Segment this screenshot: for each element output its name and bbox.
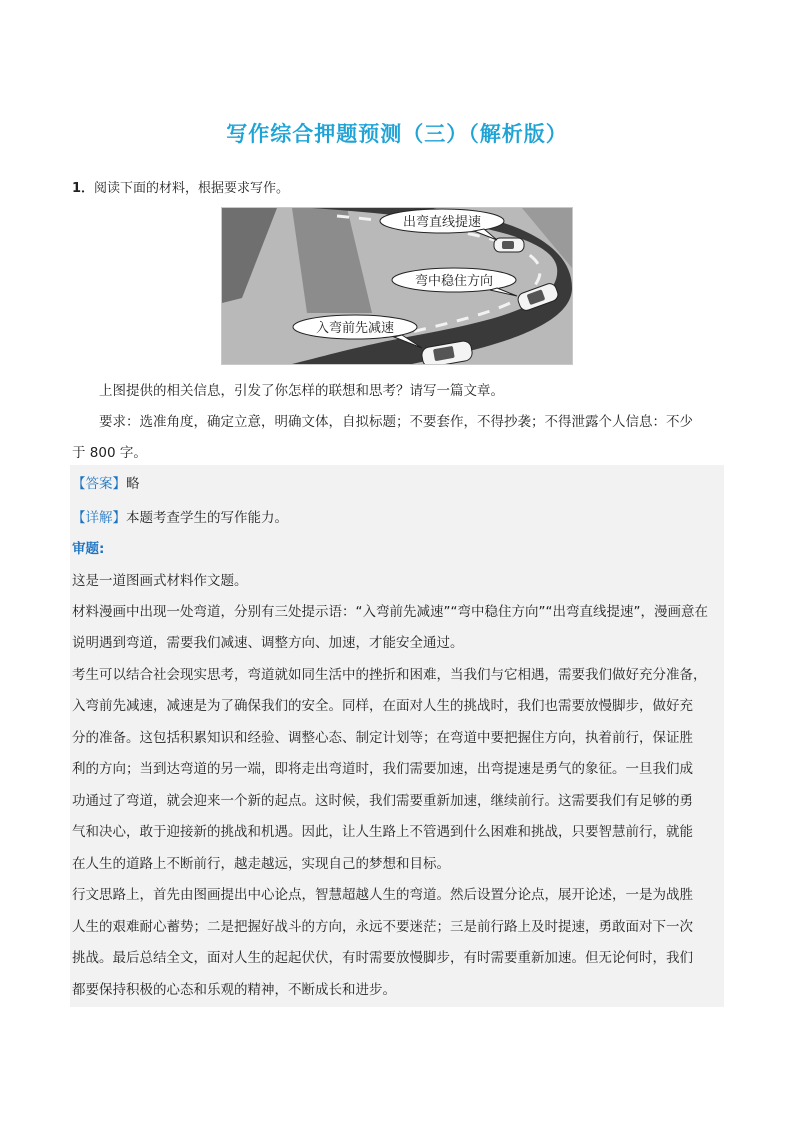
analysis-line: 功通过了弯道，就会迎来一个新的起点。这时候，我们需要重新加速，继续前行。这需要我们有足够的勇 [72, 793, 693, 809]
task-requirement-line2: 于 800 字。 [72, 445, 147, 461]
analysis-line: 都要保持积极的心态和乐观的精神，不断成长和进步。 [72, 982, 396, 998]
analysis-line: 挑战。最后总结全文，面对人生的起起伏伏，有时需要放慢脚步，有时需要重新加速。但无论何时，我们 [72, 950, 693, 966]
shenti-heading: 审题: [72, 541, 105, 557]
bubble-top-text: 出弯直线提速 [402, 215, 482, 230]
analysis-line: 人生的艰难耐心蓄势；二是把握好战斗的方向，永远不要迷茫；三是前行路上及时提速，勇敢面对下一次 [72, 919, 693, 935]
analysis-line: 行文思路上，首先由图画提出中心论点，智慧超越人生的弯道。然后设置分论点，展开论述，一是为战胜 [72, 887, 693, 903]
question-number: 1． [72, 181, 95, 196]
detail-tag: 【详解】 [72, 510, 126, 526]
question-line [72, 177, 289, 196]
analysis-line: 利的方向；当到达弯道的另一端，即将走出弯道时，我们需要加速，出弯提速是勇气的象征。一旦我们成 [72, 761, 693, 777]
road-svg [222, 208, 572, 364]
page-title: 写作综合押题预测（三）（解析版） [226, 122, 568, 146]
analysis-line: 说明遇到弯道，需要我们减速、调整方向、加速，才能安全通过。 [72, 635, 464, 651]
detail-line [72, 506, 288, 526]
question-prompt: 阅读下面的材料，根据要求写作。 [94, 181, 290, 196]
analysis-line: 考生可以结合社会现实思考，弯道就如同生活中的挫折和困难，当我们与它相遇，需要我们做好充分准备， [72, 667, 707, 683]
analysis-line: 分的准备。这包括积累知识和经验、调整心态、制定计划等；在弯道中要把握住方向，执着前行，保证胜 [72, 730, 693, 746]
analysis-line: 材料漫画中出现一处弯道，分别有三处提示语：“入弯前先减速”“弯中稳住方向”“出弯直线提速”，漫画意在 [72, 604, 708, 620]
analysis-line: 入弯前先减速，减速是为了确保我们的安全。同样，在面对人生的挑战时，我们也需要放慢脚步，做好充 [72, 698, 693, 714]
answer-line [72, 472, 140, 492]
answer-text: 略 [126, 476, 140, 492]
analysis-line: 气和决心，敢于迎接新的挑战和机遇。因此，让人生路上不管遇到什么困难和挑战，只要智慧前行，就能 [72, 824, 693, 840]
car-top [494, 238, 524, 252]
curve-road-illustration [221, 207, 573, 365]
analysis-line: 在人生的道路上不断前行，越走越远，实现自己的梦想和目标。 [72, 856, 450, 872]
bubble-bottom-text: 入弯前先减速 [315, 321, 395, 336]
analysis-line: 这是一道图画式材料作文题。 [72, 573, 248, 589]
task-requirement-line1: 要求：选准角度，确定立意，明确文体，自拟标题；不要套作，不得抄袭；不得泄露个人信息：不少 [99, 414, 693, 430]
task-intro: 上图提供的相关信息，引发了你怎样的联想和思考？请写一篇文章。 [99, 383, 504, 399]
detail-text: 本题考查学生的写作能力。 [126, 510, 288, 526]
answer-tag: 【答案】 [72, 476, 126, 492]
bubble-middle-text: 弯中稳住方向 [414, 274, 494, 289]
